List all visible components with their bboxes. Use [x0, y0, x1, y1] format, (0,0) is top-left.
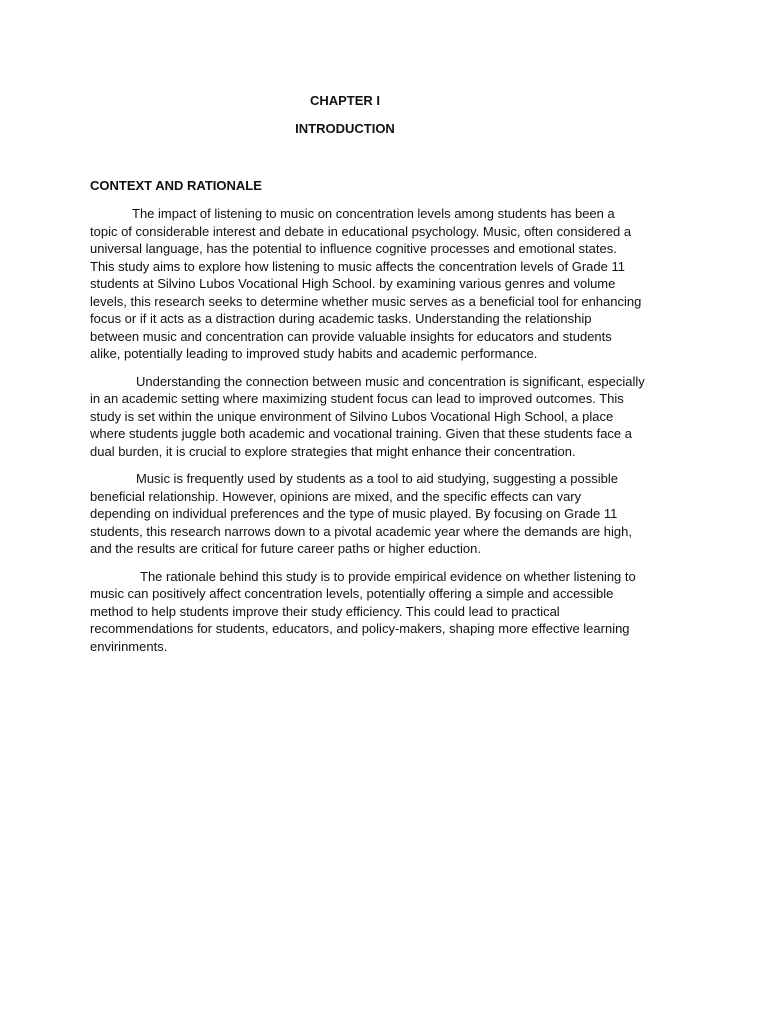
- paragraph-line: music can positively affect concentration levels, potentially offering a simple and accessible: [90, 586, 614, 601]
- paragraph-line: beneficial relationship. However, opinions are mixed, and the specific effects can vary: [90, 488, 582, 504]
- paragraph: [90, 568, 690, 656]
- paragraph: [90, 470, 690, 558]
- chapter-label: CHAPTER I: [309, 93, 381, 108]
- paragraph-line: dual burden, it is crucial to explore strategies that might enhance their concentration.: [90, 443, 576, 459]
- paragraph-line: Understanding the connection between music and concentration is significant, especially: [136, 373, 645, 389]
- paragraph-line: between music and concentration can provide valuable insights for educators and students: [90, 328, 612, 344]
- document-body: [90, 205, 690, 665]
- paragraph-line: study is set within the unique environment of Silvino Lubos Vocational High School, a place: [90, 408, 614, 424]
- paragraph-line: and the results are critical for future career paths or higher eduction.: [90, 541, 481, 556]
- paragraph-line: topic of considerable interest and debate in educational psychology. Music, often considered a: [90, 223, 632, 239]
- paragraph-line: universal language, has the potential to influence cognitive processes and emotional states.: [90, 241, 617, 256]
- section-heading: CONTEXT AND RATIONALE: [90, 178, 262, 193]
- paragraph-line: focus or if it acts as a distraction during academic tasks. Understanding the relationship: [90, 311, 592, 326]
- paragraph-line: The impact of listening to music on concentration levels among students has been a: [132, 206, 615, 221]
- paragraph-line: students, this research narrows down to a pivotal academic year where the demands are high,: [90, 523, 632, 539]
- paragraph-line: envirinments.: [90, 638, 168, 654]
- paragraph: [90, 205, 690, 363]
- paragraph-line: The rationale behind this study is to provide empirical evidence on whether listening to: [140, 568, 636, 584]
- paragraph-line: recommendations for students, educators, and policy-makers, shaping more effective learning: [90, 621, 630, 636]
- paragraph-line: depending on individual preferences and the type of music played. By focusing on Grade 11: [90, 506, 618, 521]
- paragraph-line: in an academic setting where maximizing student focus can lead to improved outcomes. This: [90, 391, 624, 406]
- paragraph-line: alike, potentially leading to improved study habits and academic performance.: [90, 346, 538, 361]
- paragraph-line: This study aims to explore how listening to music affects the concentration levels of Grade 11: [90, 258, 625, 274]
- paragraph-line: students at Silvino Lubos Vocational High School. by examining various genres and volume: [90, 276, 616, 291]
- paragraph-line: method to help students improve their study efficiency. This could lead to practical: [90, 603, 560, 619]
- paragraph-line: levels, this research seeks to determine whether music serves as a beneficial tool for enhancing: [90, 293, 642, 309]
- paragraph-line: where students juggle both academic and vocational training. Given that these students face a: [90, 426, 633, 441]
- paragraph: [90, 373, 690, 461]
- chapter-title: INTRODUCTION: [295, 121, 395, 136]
- paragraph-line: Music is frequently used by students as a tool to aid studying, suggesting a possible: [136, 471, 619, 486]
